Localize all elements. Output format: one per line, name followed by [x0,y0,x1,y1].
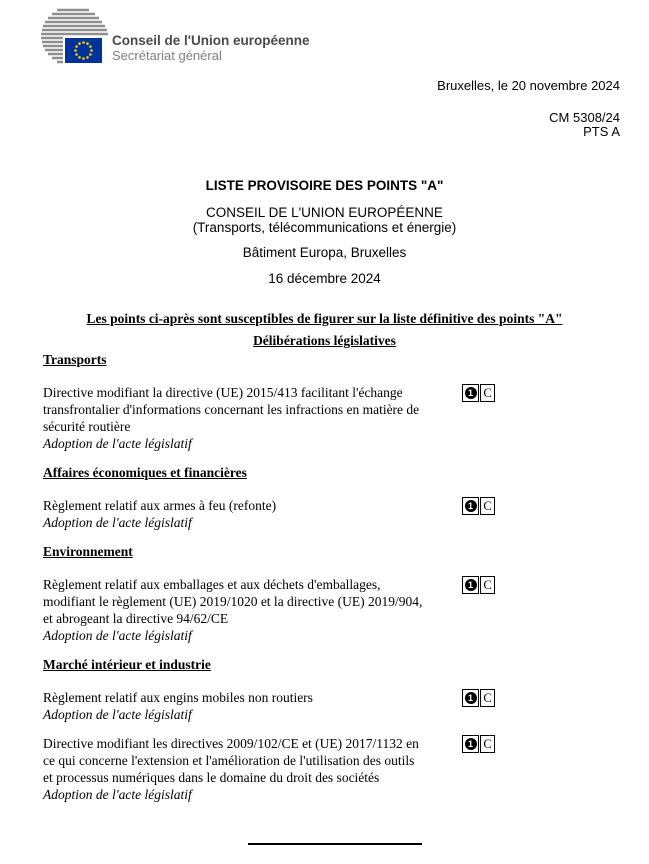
eu-flag-icon [65,38,102,63]
agenda-item [43,576,620,644]
item-title-line: transfrontalier d'informations concernant les infractions en matière de [43,402,420,417]
item-title-line: Règlement relatif aux emballages et aux déchets d'emballages, [43,577,381,592]
item-procedure: Adoption de l'acte législatif [43,515,192,530]
agenda-item [43,735,620,803]
item-title-line: sécurité routière [43,419,131,434]
agenda-item [43,689,620,723]
place-date: Bruxelles, le 20 novembre 2024 [437,78,620,93]
org-subtitle: Secrétariat général [112,48,222,63]
agenda-sections [43,351,620,815]
doc-number: CM 5308/24 [549,110,620,125]
notice-line-1: Les points ci-après sont susceptibles de figurer sur la liste définitive des points "A" [86,311,563,326]
item-badges [462,497,495,515]
footer-divider [248,843,422,845]
item-procedure: Adoption de l'acte législatif [43,707,192,722]
black-circled-one-icon: 1 [462,576,479,594]
agenda-item [43,384,620,452]
item-procedure: Adoption de l'acte législatif [43,628,192,643]
item-title-line: Directive modifiant les directives 2009/102/CE et (UE) 2017/1132 en [43,736,419,751]
section-heading-marche: Marché intérieur et industrie [43,657,211,672]
configuration-line: (Transports, télécommunications et énergie) [192,220,457,235]
item-badges [462,735,495,753]
letter-c-box-icon: C [480,689,495,707]
org-identity [112,33,309,63]
agenda-item [43,497,620,531]
item-procedure: Adoption de l'acte législatif [43,787,192,802]
black-circled-one-icon: 1 [462,497,479,515]
notice-block [0,310,649,349]
section-heading-affaires: Affaires économiques et financières [43,465,247,480]
letter-c-box-icon: C [480,735,495,753]
black-circled-one-icon: 1 [462,384,479,402]
letter-c-box-icon: C [480,384,495,402]
item-title-line: Directive modifiant la directive (UE) 2015/413 facilitant l'échange [43,385,403,400]
item-title-line: et abrogeant la directive 94/62/CE [43,611,229,626]
letter-c-box-icon: C [480,497,495,515]
item-title-line: et processus numériques dans le domaine du droit des sociétés [43,770,380,785]
council-line: CONSEIL DE L'UNION EUROPÉENNE [206,205,443,220]
page-title: LISTE PROVISOIRE DES POINTS "A" [205,178,444,193]
notice-line-2: Délibérations législatives [253,333,396,348]
meeting-date: 16 décembre 2024 [268,271,381,286]
item-badges [462,576,495,594]
item-procedure: Adoption de l'acte législatif [43,436,192,451]
black-circled-one-icon: 1 [462,689,479,707]
black-circled-one-icon: 1 [462,735,479,753]
item-title-line: Règlement relatif aux armes à feu (refonte) [43,498,277,513]
section-heading-transports: Transports [43,352,107,367]
item-title-line: ce qui concerne l'extension et l'amélioration de l'utilisation des outils [43,753,415,768]
item-badges [462,384,495,402]
item-title-line: Règlement relatif aux engins mobiles non routiers [43,690,313,705]
council-emblem-icon [36,6,116,72]
letter-c-box-icon: C [480,576,495,594]
item-title-line: modifiant le règlement (UE) 2019/1020 et la directive (UE) 2019/904, [43,594,423,609]
council-logo [36,6,116,72]
title-block [0,179,649,286]
doc-type: PTS A [583,124,620,139]
venue-line: Bâtiment Europa, Bruxelles [242,245,407,260]
org-name: Conseil de l'Union européenne [112,33,310,48]
document-meta [437,79,620,139]
item-badges [462,689,495,707]
section-heading-environnement: Environnement [43,544,133,559]
